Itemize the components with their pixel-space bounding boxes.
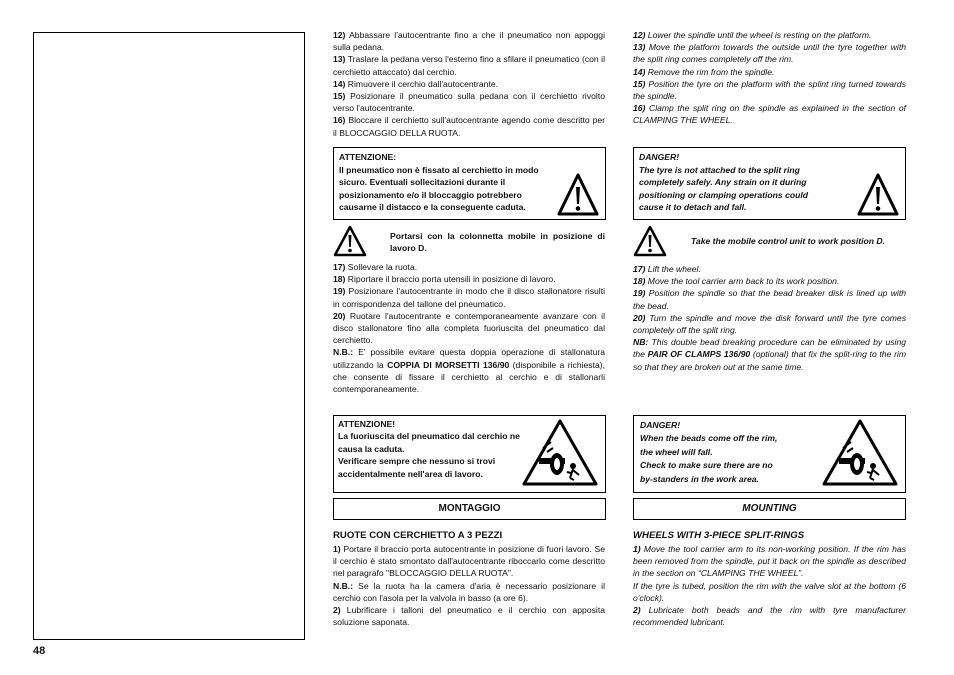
- en-step-12: 12) Lower the spindle until the wheel is resting on the platform.: [633, 30, 872, 40]
- en-nb: NB: This double bead breaking procedure can be eliminated by using the PAIR OF CLAMPS 136/90 (optional) that fix the split-ring to the rim so that they are broken out at the same time.: [633, 337, 907, 372]
- it-nb: N.B.: E' possibile evitare questa doppia operazione di stallonatura utilizzando la COPPIA DI MORSETTI 136/90 (disponibile a richiesta), che consente di fissare il cerchietto al cerchio e di stallonarli contemporaneamente.: [333, 347, 605, 395]
- falling-wheel-hazard-icon: [521, 418, 599, 488]
- en-step-17: 17) Lift the wheel.: [633, 264, 701, 274]
- it-warning-2-text: ATTENZIONE! La fuoriuscita del pneumatico dal cerchio ne causa la caduta. Verificare sempre che nessuno si trovi accidentalmente nell'area di lavoro.: [338, 419, 520, 479]
- en-mount-step-1: 1) Move the tool carrier arm to its non-working position. If the rim has been removed from the spindle, put it back on the spindle as described in the section on “CLAMPING THE WHEEL”.: [633, 544, 906, 579]
- warning-triangle-icon: [856, 172, 900, 218]
- warning-triangle-icon: [333, 225, 367, 258]
- en-subheading: WHEELS WITH 3-PIECE SPLIT-RINGS: [633, 530, 805, 541]
- warning-triangle-icon: [633, 225, 667, 258]
- it-step-20: 20) Ruotare l'autocentrante e contemporaneamente avanzare con il disco stallonatore fino alla completa fuoriuscita del pneumatico dal cerchietto.: [333, 310, 605, 346]
- en-step-15: 15) Position the tyre on the platform with the splint ring turned towards the spindle.: [633, 78, 906, 102]
- en-top-steps: [633, 29, 906, 127]
- en-mount-step-2: 2) Lubricate both beads and the rim with tyre manufacturer recommended lubricant.: [633, 605, 906, 628]
- en-step-14: 14) Remove the rim from the spindle.: [633, 66, 775, 77]
- en-mid-steps: [633, 263, 906, 373]
- en-warning-1-text: DANGER! The tyre is not attached to the split ring completely safely. Any strain on it during positioning or clamping operations could cause it to detach and fall.: [639, 152, 809, 213]
- it-mount-nb: N.B.: Se la ruota ha la camera d'aria è necessario posizionare il cerchio con l'asola per la valvola in basso (a ore 6).: [333, 580, 605, 603]
- en-section-heading: MOUNTING: [633, 498, 906, 520]
- en-step-19: 19) Position the spindle so that the bead breaker disk is lined up with the bead.: [633, 288, 906, 311]
- en-bottom-steps: [633, 543, 906, 628]
- it-section-heading: MONTAGGIO: [333, 498, 606, 520]
- it-warning-1-text: ATTENZIONE: Il pneumatico non è fissato al cerchietto in modo sicuro. Eventuali sollecitazioni durante il posizionamento e/o il bloccaggio potrebbero causarne il distacco e la conseguente caduta.: [339, 152, 539, 213]
- it-step-13: 13) Traslare la pedana verso l'esterno fino a sfilare il pneumatico (con il cerchietto attaccato) dal cerchio.: [333, 54, 605, 77]
- it-bottom-steps: [333, 543, 605, 628]
- it-step-15: 15) Posizionare il pneumatico sulla pedana con il cerchietto rivolto verso l'autocentrante.: [333, 91, 605, 114]
- warning-triangle-icon: [556, 172, 600, 218]
- it-step-16: 16) Bloccare il cerchietto sull'autocentrante agendo come descritto per il BLOCCAGGIO DELLA RUOTA.: [333, 115, 605, 138]
- it-top-steps: [333, 29, 605, 139]
- page-number: 48: [33, 645, 46, 657]
- it-step-18: 18) Riportare il braccio porta utensili in posizione di lavoro.: [333, 274, 556, 285]
- en-step-20: 20) Turn the spindle and move the disk forward until the tyre comes completely off the split ring.: [633, 312, 906, 336]
- en-warning-2-text: DANGER! When the beads come off the rim, the wheel will fall. Check to make sure there are no by-standers in the work area.: [640, 420, 778, 484]
- en-step-18: 18) Move the tool carrier arm back to its work position.: [633, 276, 840, 287]
- it-step-12: 12) Abbassare l'autocentrante fino a che il pneumatico non appoggi sulla pedana.: [333, 30, 605, 53]
- it-step-19: 19) Posizionare l'autocentrante in modo che il disco stallonatore risulti in corrispondenza del tallone del pneumatico.: [333, 286, 605, 309]
- en-mount-note: If the tyre is tubed, position the rim with the valve slot at the bottom (6 o'clock).: [633, 580, 906, 603]
- it-mid-steps: [333, 261, 605, 395]
- en-note-1: Take the mobile control unit to work position D.: [691, 236, 886, 246]
- en-step-16: 16) Clamp the split ring on the spindle as explained in the section of CLAMPING THE WHEEL.: [633, 103, 906, 126]
- blank-figure-frame: [33, 32, 305, 640]
- it-step-17: 17) Sollevare la ruota.: [333, 262, 418, 272]
- it-note-1: Portarsi con la colonnetta mobile in posizione di lavoro D.: [390, 231, 605, 254]
- falling-wheel-hazard-icon: [821, 418, 899, 488]
- en-step-13: 13) Move the platform towards the outside until the tyre together with the split ring comes completely off the rim.: [633, 42, 906, 65]
- it-subheading: RUOTE CON CERCHIETTO A 3 PEZZI: [333, 530, 503, 541]
- it-step-14: 14) Rimuovere il cerchio dall'autocentrante.: [333, 78, 499, 89]
- it-mount-step-2: 2) Lubrificare i talloni del pneumatico e il cerchio con apposita soluzione saponata.: [333, 605, 605, 628]
- it-mount-step-1: 1) Portare il braccio porta autocentrante in posizione di fuori lavoro. Se il cerchio è stato smontato dall'autocentrante riboccarlo come descritto nel paragrafo "BLOCCAGGIO DELLA RUOTA".: [333, 544, 605, 579]
